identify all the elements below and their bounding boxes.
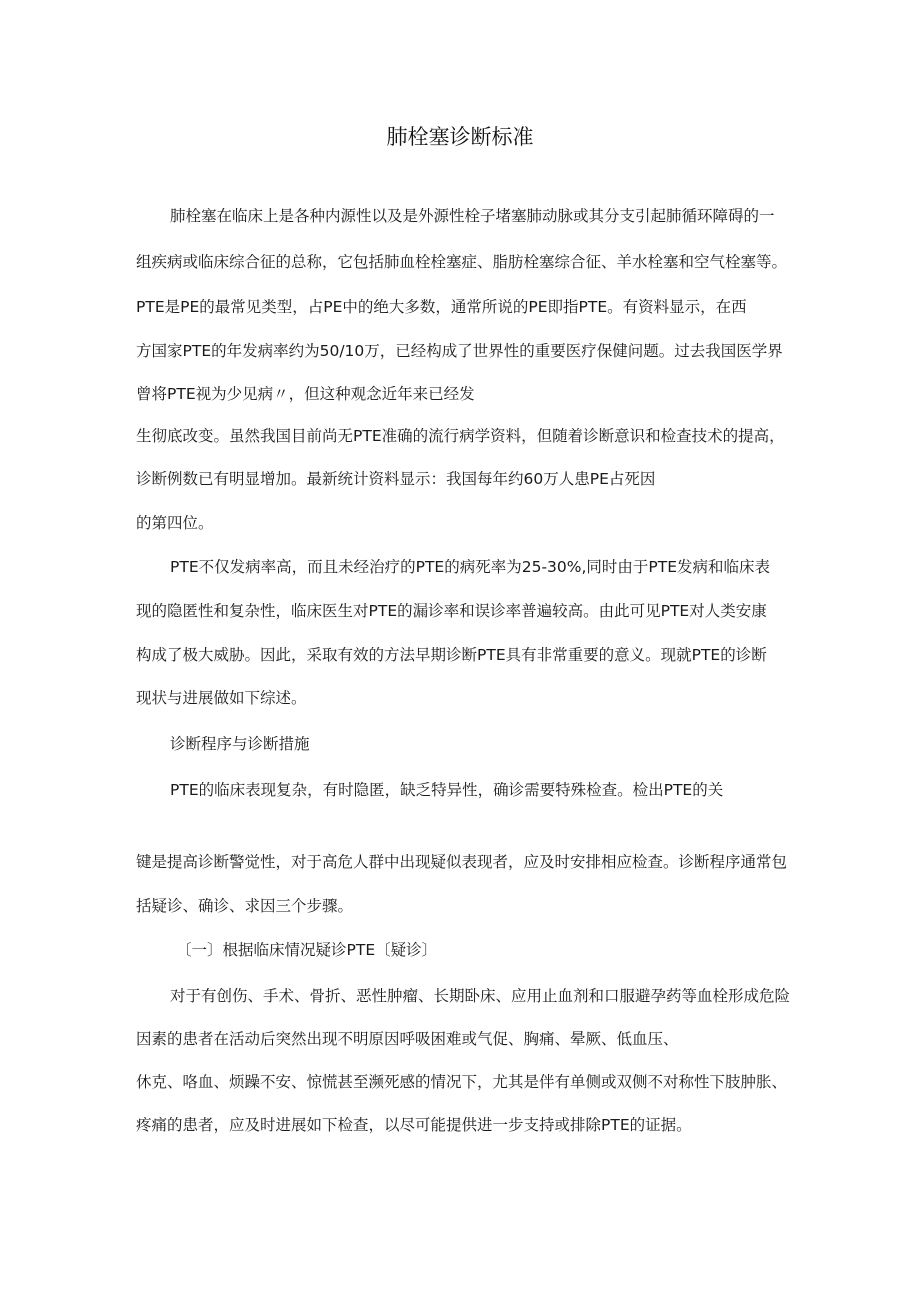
paragraph-line: 休克、咯血、烦躁不安、惊慌甚至濒死感的情况下，尤其是伴有单侧或双侧不对称性下肢肿胀、 [136, 1073, 788, 1091]
paragraph-line: 生彻底改变。虽然我国目前尚无PTE准确的流行病学资料，但随着诊断意识和检查技术的提高， [136, 427, 785, 445]
subsection-heading: 〔一〕根据临床情况疑诊PTE〔疑诊〕 [176, 941, 438, 959]
section-heading: 诊断程序与诊断措施 [170, 735, 310, 753]
paragraph-line: 诊断例数已有明显增加。最新统计资料显示：我国每年约60万人患PE占死因 [136, 470, 656, 488]
paragraph-line: 的第四位。 [136, 514, 214, 532]
paragraph-line: 方国家PTE的年发病率约为50/10万，已经构成了世界性的重要医疗保健问题。过去我国医学界 [136, 342, 783, 360]
paragraph-line: 现状与进展做如下综述。 [136, 689, 307, 707]
paragraph-line: PTE是PE的最常见类型，占PE中的绝大多数，通常所说的PE即指PTE。有资料显示，在西 [136, 298, 747, 316]
paragraph-line: 疼痛的患者，应及时进展如下检查，以尽可能提供进一步支持或排除PTE的证据。 [136, 1116, 692, 1134]
paragraph-line: 构成了极大威胁。因此，采取有效的方法早期诊断PTE具有非常重要的意义。现就PTE的诊断 [136, 646, 767, 664]
paragraph-line: 肺栓塞在临床上是各种内源性以及是外源性栓子堵塞肺动脉或其分支引起肺循环障碍的一 [170, 207, 775, 225]
paragraph-line: 对于有创伤、手术、骨折、恶性肿瘤、长期卧床、应用止血剂和口服避孕药等血栓形成危险 [170, 987, 791, 1005]
paragraph-line: PTE不仅发病率高，而且未经治疗的PTE的病死率为25-30%,同时由于PTE发病和临床表 [170, 558, 771, 576]
paragraph-line: PTE的临床表现复杂，有时隐匿，缺乏特异性，确诊需要特殊检查。检出PTE的关 [170, 781, 724, 799]
paragraph-line: 括疑诊、确诊、求因三个步骤。 [136, 897, 354, 915]
paragraph-line: 键是提高诊断警觉性，对于高危人群中出现疑似表现者，应及时安排相应检查。诊断程序通常包 [136, 853, 788, 871]
paragraph-line: 现的隐匿性和复杂性，临床医生对PTE的漏诊率和误诊率普遍较高。由此可见PTE对人类安康 [136, 602, 767, 620]
paragraph-line: 曾将PTE视为少见病〃，但这种观念近年来已经发 [136, 385, 475, 403]
paragraph-line: 组疾病或临床综合征的总称，它包括肺血栓栓塞症、脂肪栓塞综合征、羊水栓塞和空气栓塞等。 [136, 253, 788, 271]
paragraph-line: 因素的患者在活动后突然出现不明原因呼吸困难或气促、胸痛、晕厥、低血压、 [136, 1030, 679, 1048]
document-title: 肺栓塞诊断标准 [386, 125, 534, 149]
